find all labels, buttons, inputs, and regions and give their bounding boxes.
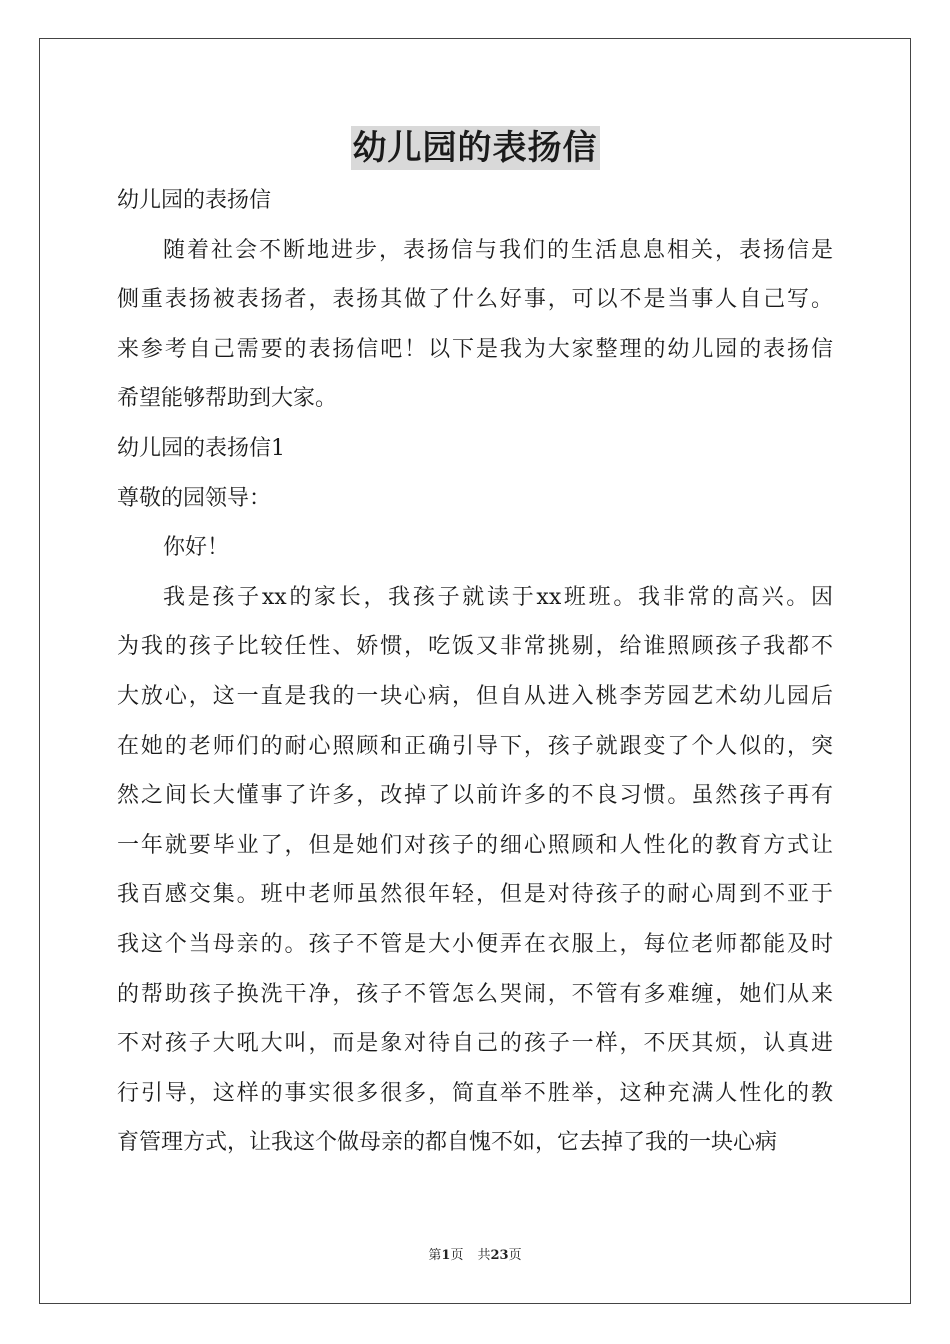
paragraph-line: 侧重表扬被表扬者，表扬其做了什么好事，可以不是当事人自己写。 bbox=[117, 287, 833, 313]
current-page-number: 1 bbox=[441, 1248, 451, 1263]
page-prefix: 第 bbox=[428, 1248, 442, 1263]
paragraph-line: 来参考自己需要的表扬信吧！以下是我为大家整理的幼儿园的表扬信 bbox=[117, 336, 833, 362]
title-container bbox=[0, 126, 950, 170]
total-prefix: 共 bbox=[477, 1248, 491, 1263]
paragraph-line: 育管理方式，让我这个做母亲的都自愧不如，它去掉了我的一块心病 bbox=[117, 1130, 778, 1156]
paragraph-line: 我百感交集。班中老师虽然很年轻，但是对待孩子的耐心周到不亚于 bbox=[117, 882, 833, 908]
paragraph-line: 在她的老师们的耐心照顾和正确引导下，孩子就跟变了个人似的，突 bbox=[117, 733, 833, 759]
page-footer bbox=[0, 1247, 950, 1265]
total-page-number: 23 bbox=[490, 1248, 509, 1263]
paragraph-line: 幼儿园的表扬信1 bbox=[117, 435, 285, 461]
paragraph bbox=[117, 424, 833, 474]
paragraph-line: 大放心，这一直是我的一块心病，但自从进入桃李芳园艺术幼儿园后 bbox=[117, 683, 833, 709]
paragraph bbox=[117, 474, 833, 524]
paragraph-line: 一年就要毕业了，但是她们对孩子的细心照顾和人性化的教育方式让 bbox=[117, 832, 833, 858]
total-suffix: 页 bbox=[508, 1248, 522, 1263]
paragraph-line: 我是孩子xx的家长，我孩子就读于xx班班。我非常的高兴。因 bbox=[163, 584, 833, 610]
paragraph-line: 不对孩子大吼大叫，而是象对待自己的孩子一样，不厌其烦，认真进 bbox=[117, 1031, 833, 1057]
paragraph-line: 你好！ bbox=[163, 535, 230, 561]
paragraph-line: 我这个当母亲的。孩子不管是大小便弄在衣服上，每位老师都能及时 bbox=[117, 931, 833, 957]
page-suffix: 页 bbox=[450, 1248, 464, 1263]
paragraph-line: 希望能够帮助到大家。 bbox=[117, 386, 338, 412]
paragraph-line: 随着社会不断地进步，表扬信与我们的生活息息相关，表扬信是 bbox=[163, 237, 833, 263]
document-title: 幼儿园的表扬信 bbox=[352, 128, 598, 168]
paragraph-line: 为我的孩子比较任性、娇惯，吃饭又非常挑剔，给谁照顾孩子我都不 bbox=[117, 634, 833, 660]
paragraph-line: 幼儿园的表扬信 bbox=[117, 188, 272, 213]
paragraph-line: 然之间长大懂事了许多，改掉了以前许多的不良习惯。虽然孩子再有 bbox=[117, 783, 833, 809]
paragraph bbox=[117, 176, 833, 226]
paragraph-line: 的帮助孩子换洗干净，孩子不管怎么哭闹，不管有多难缠，她们从来 bbox=[117, 981, 833, 1007]
paragraph bbox=[117, 226, 833, 424]
paragraph-line: 尊敬的园领导： bbox=[117, 485, 272, 511]
paragraph-line: 行引导，这样的事实很多很多，简直举不胜举，这种充满人性化的教 bbox=[117, 1080, 833, 1106]
document-body bbox=[117, 176, 833, 1168]
paragraph bbox=[117, 573, 833, 1168]
paragraph bbox=[117, 523, 833, 573]
